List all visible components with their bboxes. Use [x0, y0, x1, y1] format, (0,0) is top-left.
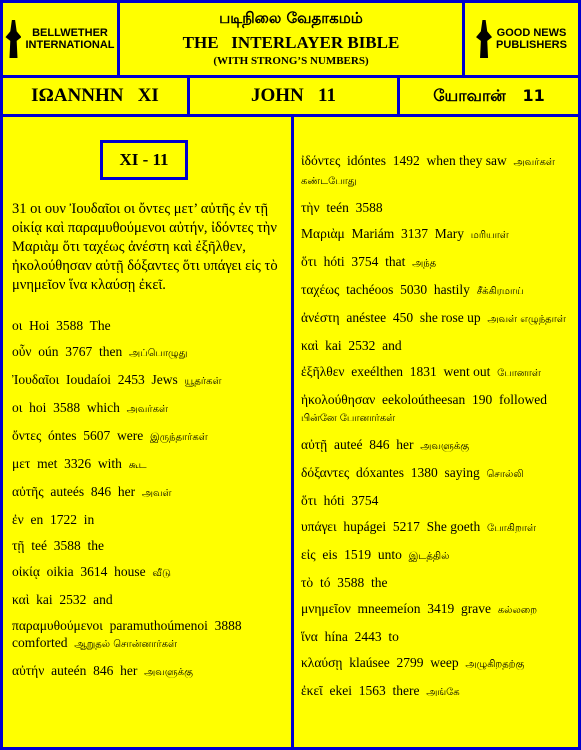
- entry-row: [12, 511, 282, 528]
- tamil-gloss: அங்கே: [426, 687, 466, 698]
- tamil-gloss: அழுகிறதற்கு: [465, 659, 531, 670]
- tamil-gloss: இருந்தார்கள்: [150, 432, 215, 443]
- transliteration: Ioudaíoi: [65, 372, 118, 387]
- right-column-content: [301, 152, 571, 710]
- entry-row: [12, 399, 282, 418]
- transliteration: exeélthen: [351, 364, 410, 379]
- english-gloss: hastily: [433, 282, 477, 297]
- entry-row: [301, 518, 571, 537]
- entry-row: [12, 617, 282, 653]
- transliteration: met: [37, 456, 65, 471]
- greek-book-label: [0, 75, 190, 117]
- tamil-gloss: அவள் எழுந்தாள்: [487, 314, 573, 325]
- greek-word: ἀνέστη: [301, 310, 347, 325]
- main-title: THE INTERLAYER BIBLE: [182, 33, 400, 52]
- tamil-book-text: யோவான் 11: [433, 85, 545, 105]
- english-gloss: the: [87, 538, 111, 553]
- entry-row: [301, 225, 571, 244]
- strongs-number: 5607: [83, 428, 118, 443]
- english-gloss: that: [385, 254, 413, 269]
- greek-word: ἰδόντες: [301, 153, 348, 168]
- strongs-number: 5030: [400, 282, 434, 297]
- entry-row: [12, 371, 282, 390]
- strongs-number: 846: [93, 663, 121, 678]
- greek-word: μνημεῖον: [301, 601, 358, 616]
- greek-word: μετ: [12, 456, 38, 471]
- transliteration: auteés: [50, 484, 91, 499]
- transliteration: Hoi: [29, 318, 57, 333]
- entry-row: [12, 427, 282, 446]
- strongs-number: 3754: [351, 493, 386, 508]
- transliteration: kai: [36, 592, 60, 607]
- tamil-gloss: சீக்கிரமாய்: [476, 286, 531, 297]
- strongs-number: 2453: [117, 372, 152, 387]
- entry-row: [301, 654, 571, 673]
- transliteration: oikia: [46, 564, 81, 579]
- greek-word: οι: [12, 318, 30, 333]
- strongs-number: 3588: [56, 318, 90, 333]
- strongs-number: 1492: [392, 153, 427, 168]
- strongs-number: 3588: [337, 575, 371, 590]
- tamil-gloss: ஆறுதல் சொன்னார்கள்: [74, 639, 184, 650]
- entry-row: [301, 546, 571, 565]
- entry-row: [301, 436, 571, 455]
- tamil-gloss: அந்த: [412, 258, 443, 269]
- english-gloss: Jews: [151, 372, 185, 387]
- greek-word: αὐτῆς: [12, 484, 51, 499]
- strongs-number: 846: [90, 484, 118, 499]
- strongs-number: 1380: [410, 465, 445, 480]
- english-gloss: her: [120, 663, 145, 678]
- transliteration: eekoloútheesan: [382, 392, 472, 407]
- entry-row: [301, 363, 571, 382]
- tamil-gloss: போகிறாள்: [486, 523, 543, 534]
- tamil-gloss: அவள்: [141, 488, 178, 499]
- greek-word: ἐκεῖ: [301, 683, 330, 698]
- transliteration: hoi: [29, 400, 54, 415]
- strongs-number: 190: [472, 392, 499, 407]
- tamil-gloss: இடத்தில்: [408, 551, 456, 562]
- transliteration: hóti: [323, 254, 352, 269]
- transliteration: ekei: [329, 683, 359, 698]
- transliteration: idóntes: [347, 153, 393, 168]
- greek-word: ἠκολούθησαν: [301, 392, 383, 407]
- tamil-gloss: வீடு: [152, 568, 178, 579]
- right-logo-line2: PUBLISHERS: [496, 39, 567, 51]
- transliteration: hína: [324, 629, 355, 644]
- left-column-content: [12, 200, 282, 690]
- strongs-number: 2799: [396, 655, 431, 670]
- right-logo-line1: GOOD NEWS: [496, 27, 567, 39]
- chapter-label: XI - 11: [100, 140, 188, 180]
- transliteration: mneemeíon: [357, 601, 428, 616]
- strongs-number: 846: [369, 437, 397, 452]
- strongs-number: 3137: [401, 226, 435, 241]
- english-gloss: house: [114, 564, 153, 579]
- strongs-number: 5217: [392, 519, 427, 534]
- english-gloss: there: [392, 683, 427, 698]
- entry-row: [12, 317, 282, 334]
- english-gloss: and: [93, 592, 120, 607]
- transliteration: en: [30, 512, 51, 527]
- greek-word: οἰκίᾳ: [12, 564, 47, 579]
- bellwether-logo: [0, 0, 120, 78]
- entry-row: [301, 600, 571, 619]
- tamil-gloss: அவர்கள்: [126, 404, 175, 415]
- strongs-number: 2443: [354, 629, 389, 644]
- greek-word: Μαριὰμ: [301, 226, 352, 241]
- transliteration: eis: [322, 547, 345, 562]
- entry-row: [12, 343, 282, 362]
- entry-row: [12, 455, 282, 474]
- entry-row: [301, 492, 571, 509]
- tamil-gloss: யூதர்கள்: [184, 376, 228, 387]
- transliteration: klaúsee: [349, 655, 397, 670]
- tamil-gloss: மரியாள்: [470, 230, 516, 241]
- english-gloss: went out: [443, 364, 498, 379]
- title-box: [117, 0, 465, 78]
- transliteration: anéstee: [346, 310, 393, 325]
- strongs-number: 1722: [50, 512, 84, 527]
- entry-row: [301, 152, 571, 190]
- strongs-number: 3326: [64, 456, 98, 471]
- strongs-number: 3754: [351, 254, 386, 269]
- greek-word: οὖν: [12, 344, 39, 359]
- greek-word: εἰς: [301, 547, 323, 562]
- subtitle: (WITH STRONG’S NUMBERS): [213, 55, 369, 67]
- transliteration: óntes: [48, 428, 84, 443]
- figure-icon: [5, 20, 21, 58]
- english-gloss: unto: [377, 547, 409, 562]
- verse-text: 31 οι ουν Ἰουδαῖοι οι ὄντες μετ’ αὐτῆς ἐν τῇ οἰκίᾳ καὶ παραμυθούμενοι αὐτήν, ἰδόντες τὴν Μαριὰμ ὅτι ταχέως ἀνέστη καὶ ἐξῆλθεν, ἠκολούθησαν αὐτῇ δόξαντες ὅτι υπάγει εἰς τὸ μνημεῖον ἵνα κλαύσῃ ἐκεῖ.: [12, 201, 278, 293]
- strongs-number: 3767: [65, 344, 100, 359]
- tamil-gloss: அவளுக்கு: [420, 441, 476, 452]
- english-gloss: saying: [444, 465, 487, 480]
- transliteration: paramuthoúmenoi: [109, 618, 215, 633]
- strongs-number: 1563: [358, 683, 393, 698]
- greek-word: ἐν: [12, 512, 31, 527]
- greek-word: τῇ: [12, 538, 32, 553]
- strongs-number: 450: [392, 310, 420, 325]
- english-gloss: grave: [461, 601, 498, 616]
- greek-word: οι: [12, 400, 30, 415]
- left-entry-list: [12, 317, 282, 681]
- strongs-number: 1519: [344, 547, 378, 562]
- greek-word: τὴν: [301, 200, 327, 215]
- english-gloss: followed: [499, 392, 554, 407]
- entry-row: [301, 391, 571, 427]
- transliteration: tó: [319, 575, 338, 590]
- greek-word: ἵνα: [301, 629, 325, 644]
- strongs-number: 3588: [355, 200, 390, 215]
- greek-word: υπάγει: [301, 519, 344, 534]
- transliteration: teén: [326, 200, 356, 215]
- tamil-gloss: அவர்கள் கண்டபோது: [301, 157, 559, 187]
- transliteration: tachéoos: [346, 282, 401, 297]
- greek-word: καὶ: [12, 592, 37, 607]
- right-entry-list: [301, 152, 571, 701]
- english-gloss: weep: [430, 655, 466, 670]
- strongs-number: 3588: [53, 538, 88, 553]
- english-gloss: when they saw: [426, 153, 514, 168]
- entry-row: [301, 253, 571, 272]
- strongs-number: 3614: [80, 564, 115, 579]
- tamil-gloss: கூட: [128, 460, 153, 471]
- greek-word: ὄντες: [12, 428, 49, 443]
- english-book-label: [187, 75, 400, 117]
- tamil-gloss: கல்லறை: [497, 605, 544, 616]
- transliteration: auteén: [51, 663, 94, 678]
- strongs-number: 2532: [59, 592, 94, 607]
- greek-word: Ἰουδαῖοι: [12, 372, 66, 387]
- strongs-number: 3419: [427, 601, 462, 616]
- tamil-gloss: போனாள்: [497, 368, 548, 379]
- left-logo-line1: BELLWETHER: [32, 27, 108, 39]
- good-news-logo: [462, 0, 581, 78]
- english-gloss: to: [388, 629, 406, 644]
- entry-row: [12, 537, 282, 554]
- entry-row: [301, 309, 571, 328]
- english-gloss: her: [117, 484, 142, 499]
- greek-word: ταχέως: [301, 282, 347, 297]
- english-gloss: comforted: [12, 635, 75, 650]
- transliteration: hupágei: [343, 519, 393, 534]
- greek-word: παραμυθούμενοι: [12, 618, 110, 633]
- transliteration: kai: [325, 338, 349, 353]
- entry-row: [12, 662, 282, 681]
- english-gloss: She goeth: [426, 519, 487, 534]
- left-logo-line2: INTERNATIONAL: [25, 39, 115, 51]
- english-gloss: in: [83, 512, 102, 527]
- greek-word: κλαύσῃ: [301, 655, 350, 670]
- greek-word: δόξαντες: [301, 465, 356, 480]
- entry-row: [12, 563, 282, 582]
- entry-row: [301, 199, 571, 216]
- strongs-number: 3888: [214, 618, 249, 633]
- english-gloss: which: [86, 400, 127, 415]
- english-gloss: The: [89, 318, 118, 333]
- strongs-number: 2532: [348, 338, 383, 353]
- english-gloss: then: [99, 344, 130, 359]
- tamil-gloss: அப்பொழுது: [129, 348, 194, 359]
- greek-word: καὶ: [301, 338, 326, 353]
- greek-word: τὸ: [301, 575, 320, 590]
- strongs-number: 3588: [53, 400, 87, 415]
- english-book-text: JOHN 11: [251, 85, 336, 106]
- strongs-number: 1831: [409, 364, 444, 379]
- tamil-title: படிநிலை வேதாகமம்: [219, 9, 363, 27]
- tamil-book-label: [397, 75, 581, 117]
- greek-word: ὅτι: [301, 254, 324, 269]
- entry-row: [301, 682, 571, 701]
- greek-word: ὅτι: [301, 493, 324, 508]
- tamil-gloss: அவளுக்கு: [144, 667, 200, 678]
- english-gloss: she rose up: [419, 310, 488, 325]
- greek-book-text: ΙΩΑΝΝΗΝ XI: [31, 85, 159, 106]
- transliteration: Mariám: [351, 226, 402, 241]
- transliteration: auteé: [334, 437, 370, 452]
- english-gloss: the: [370, 575, 395, 590]
- english-gloss: Mary: [434, 226, 471, 241]
- tamil-gloss: சொல்லி: [486, 469, 530, 480]
- english-gloss: with: [97, 456, 129, 471]
- english-gloss: her: [396, 437, 421, 452]
- english-gloss: were: [117, 428, 151, 443]
- english-gloss: and: [382, 338, 409, 353]
- entry-row: [12, 483, 282, 502]
- tamil-gloss: பின்னே போனார்கள்: [301, 413, 402, 424]
- figure-icon: [476, 20, 492, 58]
- transliteration: oún: [38, 344, 66, 359]
- transliteration: teé: [31, 538, 54, 553]
- transliteration: dóxantes: [356, 465, 411, 480]
- entry-row: [301, 628, 571, 645]
- greek-word: αὐτήν: [12, 663, 52, 678]
- greek-word: ἐξῆλθεν: [301, 364, 352, 379]
- entry-row: [301, 281, 571, 300]
- transliteration: hóti: [323, 493, 352, 508]
- entry-row: [301, 464, 571, 483]
- entry-row: [301, 337, 571, 354]
- entry-row: [301, 574, 571, 591]
- greek-word: αὐτῇ: [301, 437, 334, 452]
- entry-row: [12, 591, 282, 608]
